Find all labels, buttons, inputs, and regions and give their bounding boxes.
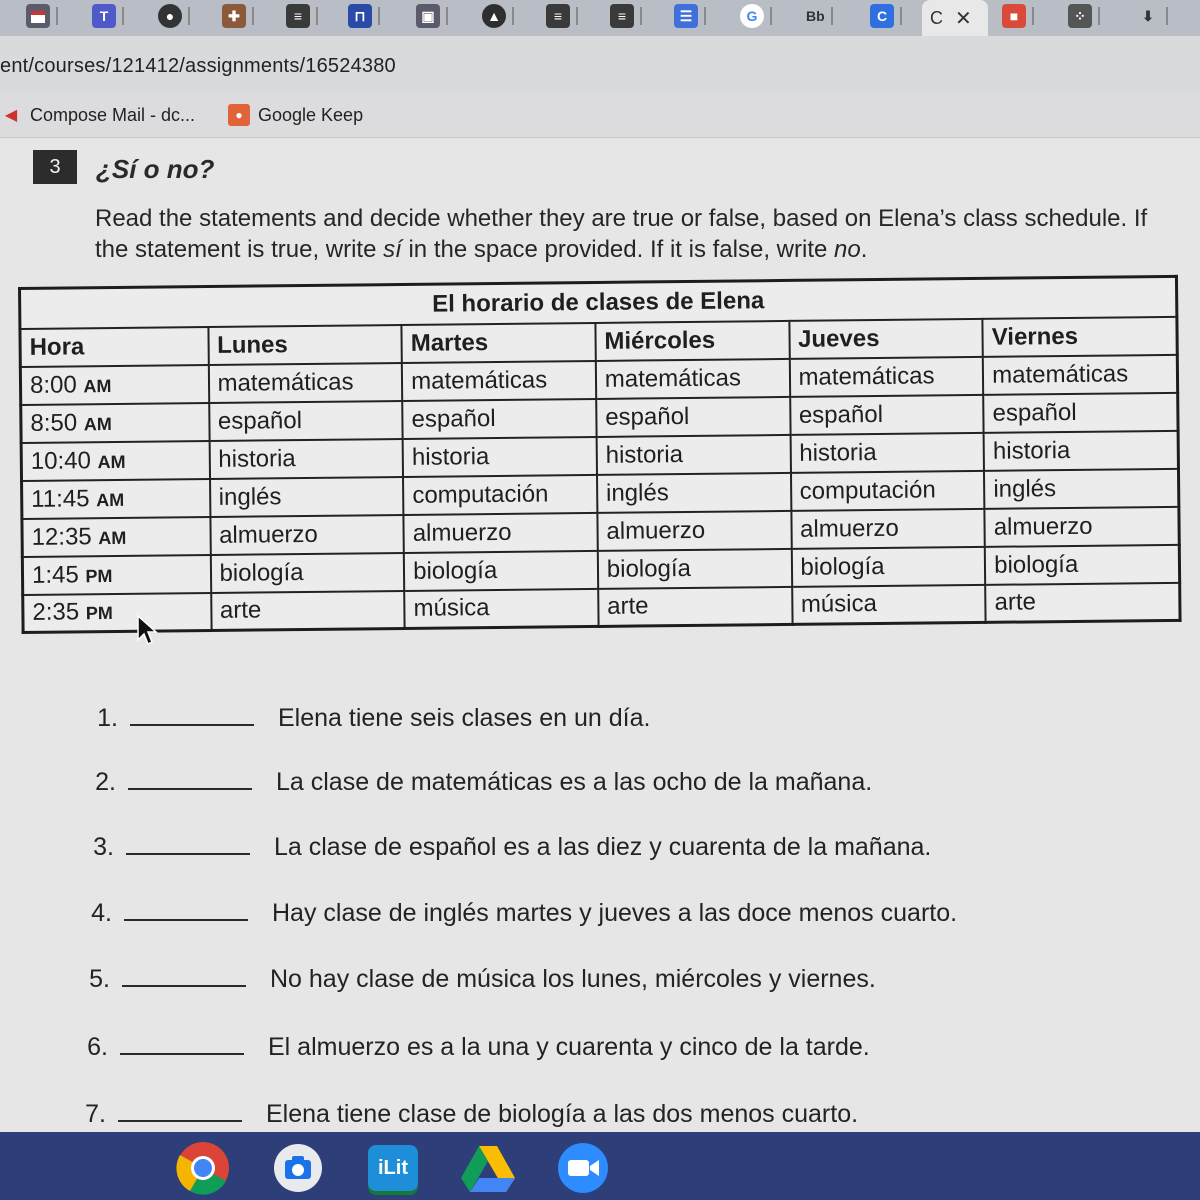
time-cell: 8:50 AM xyxy=(21,403,209,443)
shelf-app-drive[interactable] xyxy=(460,1140,516,1196)
class-cell: almuerzo xyxy=(597,510,791,550)
bookmark-compose-mail[interactable] xyxy=(0,104,195,126)
class-cell: matemáticas xyxy=(402,360,596,400)
class-cell: matemáticas xyxy=(983,354,1178,394)
bookmark-label: Compose Mail - dc... xyxy=(30,104,196,125)
canvas-icon: C xyxy=(870,4,894,28)
teams-icon: T xyxy=(92,4,116,28)
question-item xyxy=(70,1094,858,1134)
schedule-caption: El horario de clases de Elena xyxy=(20,276,1177,328)
class-cell: español xyxy=(983,392,1178,432)
class-cell: historia xyxy=(790,432,984,472)
column-header: Lunes xyxy=(208,324,402,364)
time-cell: 1:45 PM xyxy=(22,555,210,595)
tab-strip xyxy=(0,0,1200,36)
bookmarks-bar xyxy=(0,94,1200,138)
class-cell: español xyxy=(402,398,596,438)
answer-blank[interactable] xyxy=(120,1053,244,1055)
answer-blank[interactable] xyxy=(118,1120,242,1122)
taskbar xyxy=(0,1132,1200,1200)
google-icon: G xyxy=(740,4,764,28)
class-cell: computación xyxy=(790,470,984,510)
drive-icon xyxy=(461,1144,515,1192)
question-item xyxy=(76,893,957,933)
class-cell: matemáticas xyxy=(596,358,790,398)
shelf-app-zoom[interactable] xyxy=(555,1140,611,1196)
shelf-app-ilit[interactable] xyxy=(365,1140,421,1196)
bookmark-label: Google Keep xyxy=(258,104,364,125)
url-field[interactable]: ent/courses/121412/assignments/16524380 xyxy=(0,55,396,77)
tab-5[interactable] xyxy=(278,0,326,32)
answer-blank[interactable] xyxy=(128,788,252,790)
class-cell: historia xyxy=(209,438,403,478)
class-cell: biología xyxy=(210,552,404,592)
time-cell: 8:00 AM xyxy=(20,365,208,405)
class-cell: español xyxy=(596,396,790,436)
answer-blank[interactable] xyxy=(126,853,250,855)
class-cell: español xyxy=(209,400,403,440)
red-app-icon: ■ xyxy=(1002,4,1026,28)
tab-2[interactable] xyxy=(84,0,132,32)
slides-icon: ≡ xyxy=(546,4,570,28)
worksheet-page xyxy=(0,139,1200,1132)
question-text: La clase de español es a las diez y cuarenta de la mañana. xyxy=(274,832,932,861)
question-text: La clase de matemáticas es a las ocho de la mañana. xyxy=(276,767,873,796)
exercise-instructions: Read the statements and decide whether they are true or false, based on Elena’s class schedule. If the statement is true, write sí in the space provided. If it is false, write no. xyxy=(95,205,1148,263)
class-cell: biología xyxy=(791,546,985,586)
tab-8[interactable] xyxy=(474,0,522,32)
question-text: Elena tiene seis clases en un día. xyxy=(278,703,651,732)
time-cell: 10:40 AM xyxy=(21,441,209,481)
shelf-app-camera[interactable] xyxy=(270,1140,326,1196)
address-bar xyxy=(0,36,1200,94)
class-cell: almuerzo xyxy=(404,512,598,552)
class-cell: arte xyxy=(985,582,1180,622)
question-text: El almuerzo es a la una y cuarenta y cinco de la tarde. xyxy=(268,1032,870,1061)
column-header: Jueves xyxy=(789,318,983,358)
question-number: 6. xyxy=(87,1032,108,1061)
class-cell: biología xyxy=(985,544,1180,584)
time-cell: 2:35 PM xyxy=(23,592,211,632)
chrome-icon xyxy=(176,1141,230,1195)
question-item xyxy=(78,827,931,867)
close-icon[interactable]: ✕ xyxy=(955,7,972,30)
camera-icon xyxy=(273,1143,323,1193)
download-icon: ⬇ xyxy=(1142,7,1154,24)
chair-icon: ⊓ xyxy=(348,4,372,28)
column-header: Viernes xyxy=(983,316,1178,356)
answer-blank[interactable] xyxy=(124,919,248,921)
question-text: No hay clase de música los lunes, miércoles y viernes. xyxy=(270,964,876,993)
question-number: 2. xyxy=(95,767,116,796)
mouse-pointer-icon xyxy=(136,614,158,646)
class-cell: arte xyxy=(211,590,405,630)
time-cell: 11:45 AM xyxy=(22,479,210,519)
question-text: Elena tiene clase de biología a las dos menos cuarto. xyxy=(266,1099,859,1128)
class-cell: inglés xyxy=(597,472,791,512)
puzzle-icon: ✚ xyxy=(222,4,246,28)
question-number: 5. xyxy=(89,964,110,993)
github-icon: ● xyxy=(158,4,182,28)
class-cell: historia xyxy=(984,430,1179,470)
class-cell: matemáticas xyxy=(789,356,983,396)
tab-13[interactable] xyxy=(798,0,841,32)
answer-blank[interactable] xyxy=(122,985,246,987)
gmail-icon: ◀ xyxy=(4,107,18,124)
slides-icon: ≡ xyxy=(286,4,310,28)
class-cell: almuerzo xyxy=(985,506,1180,546)
class-cell: música xyxy=(404,588,598,628)
class-cell: almuerzo xyxy=(210,514,404,554)
class-cell: biología xyxy=(598,548,792,588)
blackboard-icon: Bb xyxy=(806,8,825,24)
tab-9[interactable] xyxy=(538,0,586,32)
apps-icon: ⁘ xyxy=(1068,4,1092,28)
tab-16[interactable] xyxy=(994,0,1042,32)
calendar-icon: ▣ xyxy=(416,4,440,28)
question-item xyxy=(80,762,872,802)
slides-icon: ≡ xyxy=(610,4,634,28)
column-header: Miércoles xyxy=(595,320,789,360)
calendar-icon xyxy=(26,4,50,28)
question-number: 3. xyxy=(93,832,114,861)
exercise-number: 3 xyxy=(33,150,77,184)
tab-active[interactable] xyxy=(922,0,988,36)
time-cell: 12:35 AM xyxy=(22,517,210,557)
zoom-icon xyxy=(557,1142,609,1194)
question-text: Hay clase de inglés martes y jueves a las doce menos cuarto. xyxy=(272,898,958,927)
shelf-app-chrome[interactable] xyxy=(175,1140,231,1196)
class-cell: español xyxy=(790,394,984,434)
schedule-table xyxy=(18,275,1182,634)
tab-10[interactable] xyxy=(602,0,650,32)
tab-active-label: C xyxy=(930,7,943,28)
tab-17[interactable] xyxy=(1060,0,1108,32)
class-cell: computación xyxy=(403,474,597,514)
class-cell: historia xyxy=(403,436,597,476)
tab-14[interactable] xyxy=(862,0,910,32)
question-number: 7. xyxy=(85,1099,106,1128)
tab-6[interactable] xyxy=(340,0,388,32)
bookmark-google-keep[interactable] xyxy=(228,104,363,126)
column-header: Hora xyxy=(20,327,208,367)
class-cell: inglés xyxy=(210,476,404,516)
keep-icon: ● xyxy=(228,104,250,126)
docs-icon: ☰ xyxy=(674,4,698,28)
tab-3[interactable] xyxy=(150,0,198,32)
question-item xyxy=(72,1027,870,1067)
class-cell: historia xyxy=(596,434,790,474)
question-number: 4. xyxy=(91,898,112,927)
answer-blank[interactable] xyxy=(130,724,254,726)
question-item xyxy=(74,959,876,999)
tab-18[interactable] xyxy=(1128,0,1176,32)
hat-icon: ▲ xyxy=(482,4,506,28)
tab-12[interactable] xyxy=(732,0,780,32)
tab-7[interactable] xyxy=(408,0,456,32)
ilit-icon: iLit xyxy=(368,1145,418,1191)
class-cell: inglés xyxy=(984,468,1179,508)
class-cell: música xyxy=(792,584,986,624)
question-number: 1. xyxy=(97,703,118,732)
class-cell: biología xyxy=(404,550,598,590)
question-item xyxy=(82,698,650,738)
class-cell: arte xyxy=(598,586,792,626)
exercise-title: ¿Sí o no? xyxy=(96,154,215,184)
class-cell: almuerzo xyxy=(791,508,985,548)
column-header: Martes xyxy=(402,322,596,362)
tab-1[interactable] xyxy=(18,0,66,32)
tab-4[interactable] xyxy=(214,0,262,32)
class-cell: matemáticas xyxy=(208,362,402,402)
tab-11[interactable] xyxy=(666,0,714,32)
